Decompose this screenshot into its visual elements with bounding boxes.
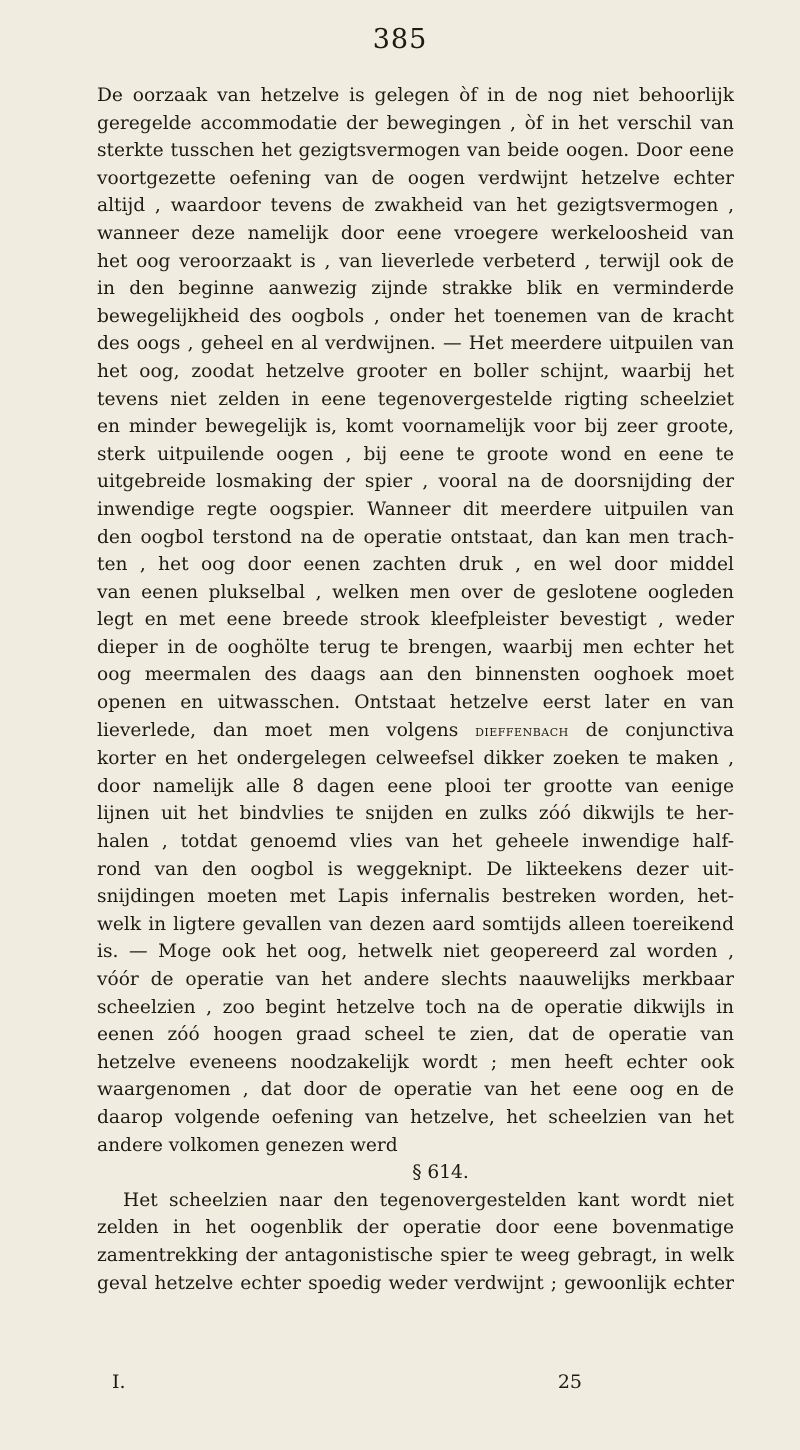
text-line: De oorzaak van hetzelve is gelegen òf in de nog niet behoorlijk xyxy=(97,85,734,106)
text-line: inwendige regte oogspier. Wanneer dit meerdere uitpuilen van xyxy=(97,498,734,520)
text-line: sterkte tusschen het gezigtsvermogen van beide oogen. Door eene xyxy=(97,140,734,162)
text-line: zelden in het oogenblik der operatie door eene bovenmatige xyxy=(97,1217,734,1239)
text-line: tevens niet zelden in eene tegenovergestelde rigting scheelziet xyxy=(97,388,734,410)
text-line: Het scheelzien naar den tegenovergestelden kant wordt niet xyxy=(123,1189,734,1211)
text-line: uitgebreide losmaking der spier , vooral na de doorsnijding der xyxy=(97,471,734,493)
page-footer xyxy=(112,1371,582,1393)
text-line: welk in ligtere gevallen van dezen aard somtijds alleen toereikend xyxy=(97,913,734,935)
text-line: bewegelijkheid des oogbols , onder het toenemen van de kracht xyxy=(97,305,734,327)
text-line: vóór de operatie van het andere slechts naauwelijks merkbaar xyxy=(97,969,734,990)
text-line: het oog, zoodat hetzelve grooter en boller schijnt, waarbij het xyxy=(97,360,734,382)
text-line: waargenomen , dat door de operatie van het eene oog en de xyxy=(97,1079,734,1101)
text-line: halen , totdat genoemd vlies van het geheele inwendige half- xyxy=(97,831,734,853)
text-line: door namelijk alle 8 dagen eene plooi ter grootte van eenige xyxy=(97,775,734,797)
paragraph-1 xyxy=(97,82,734,1159)
paragraph-2 xyxy=(97,1187,734,1297)
text-line: den oogbol terstond na de operatie ontstaat, dan kan men trach- xyxy=(97,526,734,548)
text-line: des oogs , geheel en al verdwijnen. — Het meerdere uitpuilen van xyxy=(97,333,734,355)
text-line: korter en het ondergelegen celweefsel dikker zoeken te maken , xyxy=(97,748,734,770)
body-text xyxy=(97,82,734,1297)
text-line: van eenen plukselbal , welken men over de geslotene oogleden xyxy=(97,581,734,603)
text-line: lijnen uit het bindvlies te snijden en zulks zóó dikwijls te her- xyxy=(97,803,734,825)
text-line: daarop volgende oefening van hetzelve, het scheelzien van het xyxy=(97,1106,734,1128)
text-line: het oog veroorzaakt is , van lieverlede verbeterd , terwijl ook de xyxy=(97,250,734,272)
text-line: dieper in de ooghölte terug te brengen, waarbij men echter het xyxy=(97,636,734,658)
page-number: 385 xyxy=(372,24,428,55)
signature-mark: I. xyxy=(112,1371,126,1393)
text-line: zamentrekking der antagonistische spier te weeg gebragt, in welk xyxy=(97,1244,734,1266)
text-fragment: lieverlede, dan moet men volgens xyxy=(97,719,476,741)
text-line: snijdingen moeten met Lapis infernalis bestreken worden, het- xyxy=(97,886,734,908)
text-line: wanneer deze namelijk door eene vroegere werkeloosheid van xyxy=(97,222,734,244)
author-name: dieffenbach xyxy=(475,721,569,740)
text-line: legt en met eene breede strook kleefpleister bevestigt , weder xyxy=(97,609,734,631)
text-line: oog meermalen des daags aan den binnensten ooghoek moet xyxy=(97,664,734,686)
text-fragment: de conjunctiva xyxy=(568,719,734,741)
text-line: en minder bewegelijk is, komt voornamelijk voor bij zeer groote, xyxy=(97,416,734,438)
text-line-dieffenbach xyxy=(97,717,734,746)
section-heading: § 614. xyxy=(412,1162,469,1184)
text-line: altijd , waardoor tevens de zwakheid van het gezigtsvermogen , xyxy=(97,195,734,217)
text-line: voortgezette oefening van de oogen verdwijnt hetzelve echter xyxy=(97,167,734,189)
text-line: is. — Moge ook het oog, hetwelk niet geopereerd zal worden , xyxy=(97,941,734,963)
sheet-number: 25 xyxy=(557,1371,582,1393)
text-line: in den beginne aanwezig zijnde strakke blik en verminderde xyxy=(97,278,734,300)
text-line: geval hetzelve echter spoedig weder verdwijnt ; gewoonlijk echter xyxy=(97,1272,734,1294)
text-line: sterk uitpuilende oogen , bij eene te groote wond en eene te xyxy=(97,443,734,465)
text-line: geregelde accommodatie der bewegingen , òf in het verschil van xyxy=(97,112,734,134)
text-line: scheelzien , zoo begint hetzelve toch na de operatie dikwijls in xyxy=(97,996,734,1018)
text-line: eenen zóó hoogen graad scheel te zien, dat de operatie van xyxy=(97,1024,734,1046)
text-line: andere volkomen genezen werd xyxy=(97,1134,398,1156)
text-line: openen en uitwasschen. Ontstaat hetzelve eerst later en van xyxy=(97,692,734,714)
text-line: ten , het oog door eenen zachten druk , en wel door middel xyxy=(97,554,734,576)
text-line: rond van den oogbol is weggeknipt. De likteekens dezer uit- xyxy=(97,858,734,880)
text-line: hetzelve eveneens noodzakelijk wordt ; men heeft echter ook xyxy=(97,1051,734,1073)
